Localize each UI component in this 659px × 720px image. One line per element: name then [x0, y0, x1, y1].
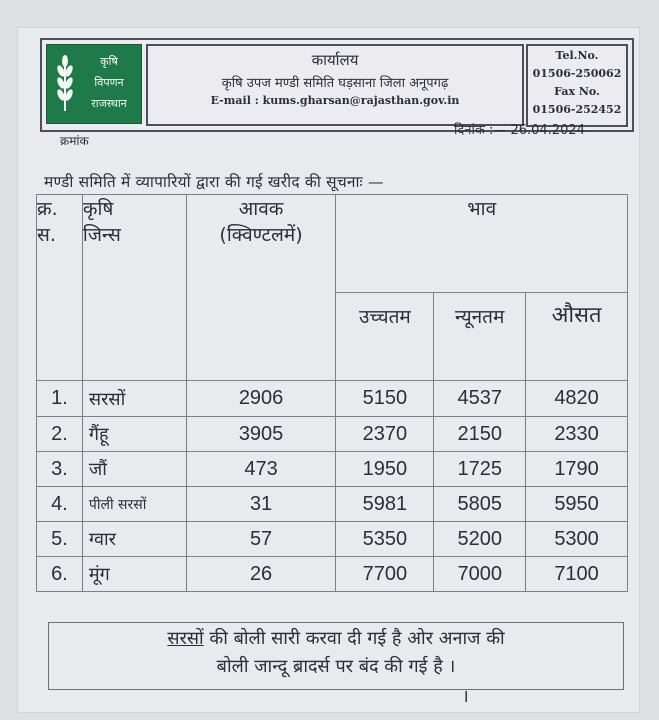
letterhead	[40, 38, 634, 132]
logo-text-line: राजस्थान	[91, 97, 127, 110]
cell-sr: 5.	[37, 522, 83, 557]
cell-commodity: ग्वार	[82, 522, 186, 557]
table-row	[37, 417, 628, 452]
cell-high: 1950	[336, 452, 434, 487]
text-cursor-icon: I	[464, 688, 469, 706]
cell-arrival: 2906	[186, 381, 336, 417]
wheat-icon	[53, 53, 77, 113]
table-row	[37, 557, 628, 592]
reference-number-label: क्रमांक	[60, 134, 89, 148]
cell-low: 2150	[434, 417, 526, 452]
cell-arrival: 57	[186, 522, 336, 557]
header-avg: औसत	[526, 293, 628, 381]
cell-arrival: 3905	[186, 417, 336, 452]
cell-avg: 5950	[526, 487, 628, 522]
cell-avg: 2330	[526, 417, 628, 452]
cell-sr: 6.	[37, 557, 83, 592]
fax-label: Fax No.	[554, 85, 600, 98]
cell-low: 5200	[434, 522, 526, 557]
date-label: दिनांक :— 26.04.2024	[454, 123, 585, 138]
note-line-1-rest: की बोली सारी करवा दी गई है ओर अनाज की	[203, 628, 505, 649]
header-sr	[37, 195, 83, 381]
header-price: भाव	[336, 195, 628, 293]
cell-arrival: 26	[186, 557, 336, 592]
tel-label: Tel.No.	[555, 49, 599, 62]
cell-high: 7700	[336, 557, 434, 592]
tel-value: 01506-250062	[532, 67, 622, 80]
fax-value: 01506-252452	[532, 103, 622, 116]
cell-high: 5981	[336, 487, 434, 522]
table-row	[37, 452, 628, 487]
header-arrival-line: (क्विण्टलमें)	[219, 224, 303, 246]
cell-high: 5150	[336, 381, 434, 417]
cell-commodity: जौं	[82, 452, 186, 487]
header-low: न्यूनतम	[434, 293, 526, 381]
note-line-2: बोली जान्दू ब्रादर्स पर बंद की गई है ।	[216, 656, 456, 677]
notice-note	[48, 622, 624, 690]
header-arrival-line: आवक	[238, 198, 284, 220]
header-arrival	[186, 195, 336, 381]
header-commodity-line: कृषि	[82, 198, 114, 220]
cell-commodity: गैंहू	[82, 417, 186, 452]
cell-sr: 2.	[37, 417, 83, 452]
cell-arrival: 473	[186, 452, 336, 487]
cell-low: 1725	[434, 452, 526, 487]
cell-low: 5805	[434, 487, 526, 522]
cell-avg: 1790	[526, 452, 628, 487]
cell-commodity: मूंग	[82, 557, 186, 592]
cell-avg: 7100	[526, 557, 628, 592]
table-row	[37, 522, 628, 557]
cell-sr: 1.	[37, 381, 83, 417]
contact-block	[526, 44, 628, 127]
note-line-1	[49, 625, 623, 653]
office-block	[146, 44, 524, 126]
cell-low: 7000	[434, 557, 526, 592]
office-subtitle: कृषि उपज मण्डी समिति घड़साना जिला अनूपगढ़	[221, 76, 449, 91]
logo-text-line: कृषि	[100, 55, 118, 68]
header-sr-line: क्र.	[37, 198, 58, 220]
cell-commodity: सरसों	[82, 381, 186, 417]
notice-title: मण्डी समिति में व्यापारियों द्वारा की गई खरीद की सूचनाः —	[44, 173, 384, 191]
cell-sr: 4.	[37, 487, 83, 522]
logo-text	[81, 51, 137, 114]
office-title: कार्यालय	[311, 51, 359, 69]
table-row	[37, 487, 628, 522]
table-row	[37, 381, 628, 417]
cell-high: 5350	[336, 522, 434, 557]
logo-text-line: विपणन	[94, 76, 124, 89]
cell-high: 2370	[336, 417, 434, 452]
cell-sr: 3.	[37, 452, 83, 487]
note-underlined: सरसों	[167, 628, 204, 649]
rates-table	[36, 194, 628, 592]
cell-commodity: पीली सरसों	[82, 487, 186, 522]
header-sr-line: स.	[37, 224, 56, 246]
cell-avg: 5300	[526, 522, 628, 557]
cell-arrival: 31	[186, 487, 336, 522]
header-commodity-line: जिन्स	[82, 224, 121, 246]
cell-avg: 4820	[526, 381, 628, 417]
header-commodity	[82, 195, 186, 381]
header-high: उच्चतम	[336, 293, 434, 381]
office-email: E-mail : kums.gharsan@rajasthan.gov.in	[210, 94, 460, 107]
logo	[46, 44, 142, 124]
cell-low: 4537	[434, 381, 526, 417]
